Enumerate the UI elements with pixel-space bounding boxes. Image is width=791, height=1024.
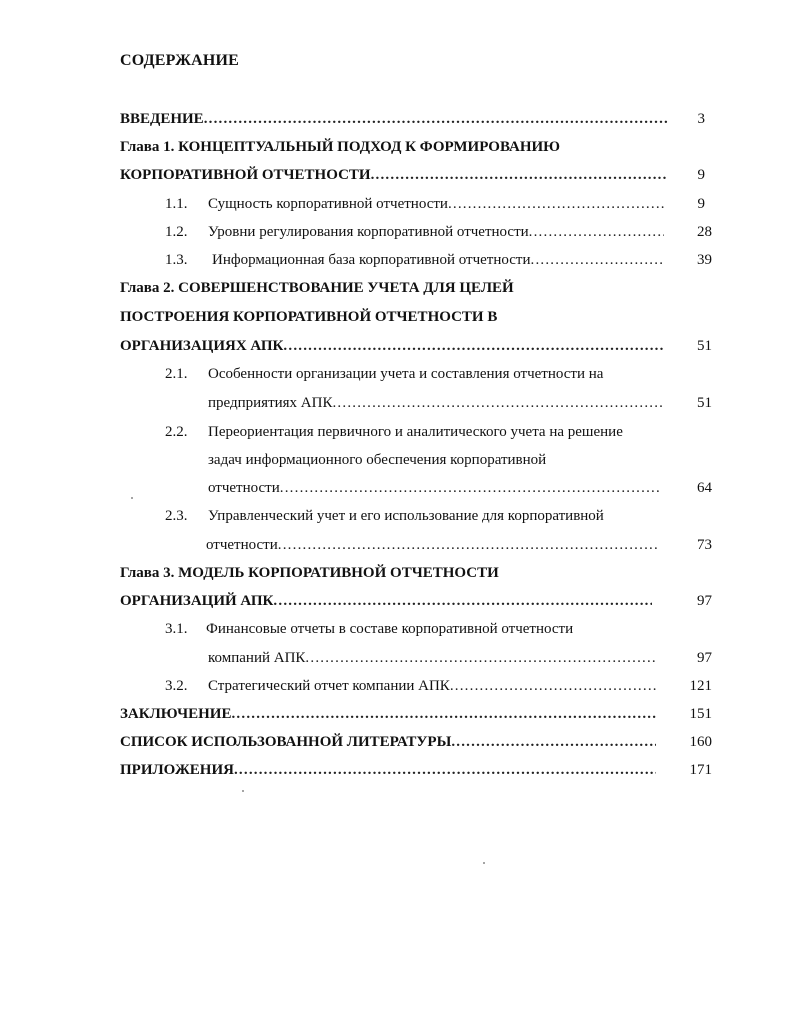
page-number: 51: [697, 338, 712, 354]
toc-entry-label: Информационная база корпоративной отчетности: [212, 252, 531, 268]
toc-entry-label: СПИСОК ИСПОЛЬЗОВАННОЙ ЛИТЕРАТУРЫ: [120, 734, 452, 750]
dot-leader: [529, 220, 664, 244]
toc-entry-chapter-3[interactable]: [120, 589, 652, 613]
toc-entry-section-2-1[interactable]: [208, 391, 664, 415]
toc-entry-section-1-2[interactable]: [208, 220, 664, 244]
section-number: 3.2.: [165, 678, 188, 694]
page-number: 9: [697, 167, 705, 183]
toc-entry-label: Уровни регулирования корпоративной отчетности: [208, 224, 529, 240]
scan-speck: [131, 497, 133, 499]
page-number: 3: [697, 111, 705, 127]
section-number: 2.3.: [165, 508, 188, 524]
dot-leader: [231, 702, 656, 726]
dot-leader: [448, 192, 664, 216]
section-2-2-title-line[interactable]: задач информационного обеспечения корпоративной: [208, 452, 547, 468]
page-number: 9: [697, 196, 705, 212]
toc-entry-appendix[interactable]: [120, 758, 656, 782]
page-number: 160: [689, 734, 712, 750]
toc-entry-section-3-1[interactable]: [208, 646, 656, 670]
toc-entry-intro[interactable]: [120, 107, 668, 131]
dot-leader: [278, 533, 658, 557]
toc-entry-label: отчетности: [206, 537, 278, 553]
dot-leader: [531, 248, 665, 272]
dot-leader: [332, 391, 664, 415]
dot-leader: [450, 674, 656, 698]
toc-entry-label: предприятиях АПК: [208, 395, 333, 411]
section-2-2-title-line[interactable]: Переориентация первичного и аналитического учета на решение: [208, 424, 623, 440]
dot-leader: [280, 476, 660, 500]
toc-entry-section-1-1[interactable]: [208, 192, 664, 216]
section-number: 1.1.: [165, 196, 188, 212]
toc-entry-label: Стратегический отчет компании АПК: [208, 678, 450, 694]
dot-leader: [451, 730, 656, 754]
toc-entry-section-3-2[interactable]: [208, 674, 656, 698]
section-number: 2.1.: [165, 366, 188, 382]
section-number: 1.2.: [165, 224, 188, 240]
section-number: 2.2.: [165, 424, 188, 440]
dot-leader: [305, 646, 656, 670]
toc-entry-references[interactable]: [120, 730, 656, 754]
page-number: 171: [689, 762, 712, 778]
section-number: 3.1.: [165, 621, 188, 637]
dot-leader: [371, 163, 668, 187]
toc-entry-section-2-3[interactable]: [206, 533, 658, 557]
toc-entry-label: ПРИЛОЖЕНИЯ: [120, 762, 234, 778]
toc-entry-label: ЗАКЛЮЧЕНИЕ: [120, 706, 232, 722]
toc-entry-chapter-2[interactable]: [120, 334, 664, 358]
toc-entry-label: ОРГАНИЗАЦИЯХ АПК: [120, 338, 284, 354]
page-number: 39: [697, 252, 712, 268]
page-number: 97: [697, 650, 712, 666]
toc-entry-label: компаний АПК: [208, 650, 306, 666]
dot-leader: [273, 589, 652, 613]
page-number: 64: [697, 480, 712, 496]
dot-leader: [283, 334, 664, 358]
page-number: 97: [697, 593, 712, 609]
dot-leader: [204, 107, 668, 131]
toc-entry-section-1-3[interactable]: [212, 248, 664, 272]
toc-entry-label: КОРПОРАТИВНОЙ ОТЧЕТНОСТИ: [120, 167, 371, 183]
page-number: 51: [697, 395, 712, 411]
section-number: 1.3.: [165, 252, 188, 268]
page-number: 73: [697, 537, 712, 553]
page-number: 121: [689, 678, 712, 694]
toc-entry-label: Сущность корпоративной отчетности: [208, 196, 448, 212]
section-2-1-title-line[interactable]: Особенности организации учета и составления отчетности на: [208, 366, 604, 382]
toc-entry-section-2-2[interactable]: [208, 476, 660, 500]
page-number: 28: [697, 224, 712, 240]
section-2-3-title-line[interactable]: Управленческий учет и его использование для корпоративной: [208, 508, 604, 524]
toc-entry-conclusion[interactable]: [120, 702, 656, 726]
chapter-2-title-line[interactable]: Глава 2. СОВЕРШЕНСТВОВАНИЕ УЧЕТА ДЛЯ ЦЕЛЕЙ: [120, 280, 514, 296]
toc-entry-label: ОРГАНИЗАЦИЙ АПК: [120, 593, 274, 609]
toc-entry-label: отчетности: [208, 480, 280, 496]
page-number: 151: [689, 706, 712, 722]
section-3-1-title-line[interactable]: Финансовые отчеты в составе корпоративной отчетности: [206, 621, 574, 637]
chapter-1-title-line[interactable]: Глава 1. КОНЦЕПТУАЛЬНЫЙ ПОДХОД К ФОРМИРОВАНИЮ: [120, 139, 561, 155]
scan-speck: [483, 862, 485, 864]
toc-entry-chapter-1[interactable]: [120, 163, 668, 187]
dot-leader: [234, 758, 656, 782]
scan-speck: [242, 790, 244, 792]
chapter-3-title-line[interactable]: Глава 3. МОДЕЛЬ КОРПОРАТИВНОЙ ОТЧЕТНОСТИ: [120, 565, 499, 581]
page-title: СОДЕРЖАНИЕ: [120, 52, 240, 69]
chapter-2-title-line[interactable]: ПОСТРОЕНИЯ КОРПОРАТИВНОЙ ОТЧЕТНОСТИ В: [120, 309, 498, 325]
toc-entry-label: ВВЕДЕНИЕ: [120, 111, 204, 127]
